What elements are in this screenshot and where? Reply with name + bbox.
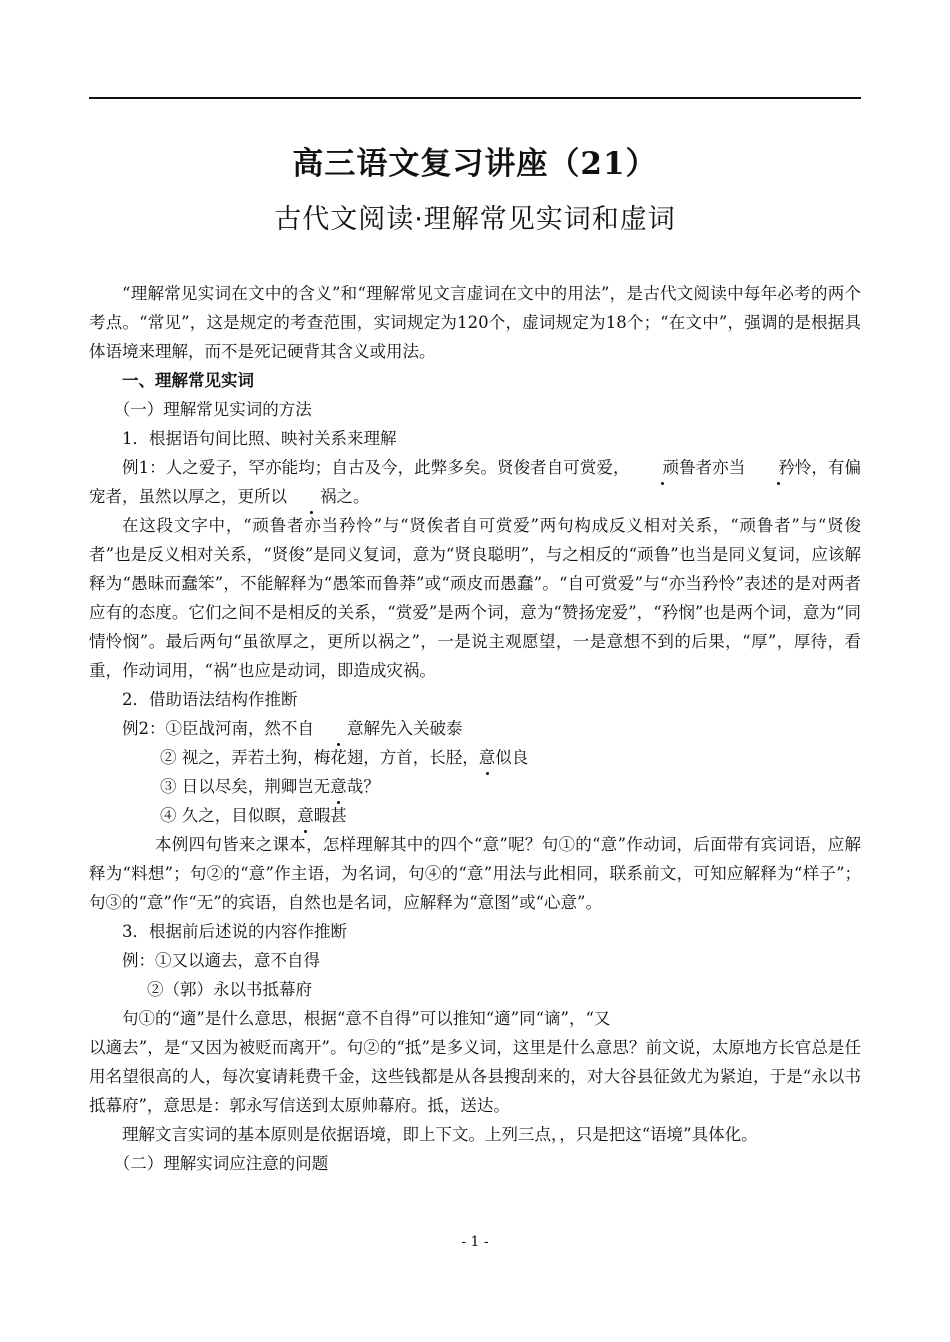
example-1-analysis: 在这段文字中，“顽鲁者亦当矜怜”与“贤俟者自可赏爱”两句构成反义相对关系，“顽鲁者”与“贤俊者”也是反义相对关系，“贤俊”是同义复词，意为“贤良聪明”，与之相反的“顽鲁”也当是同义复词，应该解释为“愚昧而蠢笨”，不能解释为“愚笨而鲁莽”或“顽皮而愚蠢”。“自可赏爱”与“亦当矜怜”表述的是对两者应有的态度。它们之间不是相反的关系，“赏爱”是两个词，意为“赞扬宠爱”，“矜悯”也是两个词，意为“同情怜悯”。最后两句“虽欲厚之，更所以祸之”，一是说主观愿望，一是意想不到的后果，“厚”，厚待，看重，作动词用，“祸”也应是动词，即造成灾祸。 <box>89 516 861 680</box>
example-3-line-2: ②（郭）永以书抵幕府 <box>147 980 312 999</box>
emphasis-dot-word: 意 <box>479 743 496 772</box>
example-3-analysis-line-1: 句①的“適”是什么意思，根据“意不自得”可以推知“適”同“谪”，“又 <box>122 1009 611 1028</box>
emphasis-dot-word: 意 <box>314 714 364 743</box>
example-3-analysis: 以適去”，是“又因为被贬而离开”。句②的“抵”是多义词，这里是什么意思？前文说，太原地方长官总是任用名望很高的人，每次宴请耗费千金，这些钱都是从各县搜刮来的，对大谷县征敛尤为紧迫，于是“永以书抵幕府”，意思是：郭永写信送到太原帅幕府。抵，送达。 <box>89 1038 861 1115</box>
emphasis-dot-word: 意 <box>330 772 347 801</box>
example-2-line-1: 例2：①臣战河南，然不自 意解先入关破泰 <box>89 714 861 743</box>
method-1-heading: 1．根据语句间比照、映衬关系来理解 <box>122 429 397 448</box>
header-rule <box>89 97 861 99</box>
method-3-heading: 3．根据前后述说的内容作推断 <box>122 922 347 941</box>
emphasis-dot-word: 顽鲁 <box>630 453 696 482</box>
page-title: 高三语文复习讲座（21） <box>292 146 658 182</box>
principle-paragraph: 理解文言实词的基本原则是依据语境，即上下文。上列三点，，只是把这“语境”具体化。 <box>122 1125 758 1144</box>
example-2-line-3: ③ 日以尽矣，荆卿岂无意哉？ <box>89 772 861 801</box>
subsection-heading-1: （一）理解常见实词的方法 <box>113 400 312 419</box>
example-2-line-2: ② 视之，弄若土狗，梅花翅，方首，长胫，意似良 <box>89 743 861 772</box>
page-number: - 1 - <box>461 1234 489 1250</box>
section-heading-1: 一、理解常见实词 <box>122 371 254 390</box>
example-2-line-4: ④ 久之，目似瞑，意暇甚 <box>89 801 861 830</box>
intro-paragraph: “理解常见实词在文中的含义”和“理解常见文言虚词在文中的用法”，是古代文阅读中每年必考的两个考点。“常见”，这是规定的考查范围，实词规定为120个，虚词规定为18个；“在文中”，强调的是根据具体语境来理解，而不是死记硬背其含义或用法。 <box>89 284 861 361</box>
subsection-heading-2: （二）理解实词应注意的问题 <box>113 1154 329 1173</box>
emphasis-dot-word: 意 <box>297 801 314 830</box>
emphasis-dot-word: 祸 <box>287 482 337 511</box>
example-2-analysis: 本例四句皆来之课本，怎样理解其中的四个“意”呢？句①的“意”作动词，后面带有宾词语，应解释为“料想”；句②的“意”作主语，为名词，句④的“意”用法与此相同，联系前文，可知应解释为“样子”；句③的“意”作“无”的宾语，自然也是名词，应解释为“意图”或“心意”。 <box>89 835 861 912</box>
example-1: 例1：人之爱子，罕亦能均；自古及今，此弊多矣。贤俊者自可赏爱， 顽鲁者亦当 矜怜，有偏宠者，虽然以厚之，更所以 祸之。 <box>89 453 861 511</box>
example-3-line-1: 例：①又以適去，意不自得 <box>122 951 320 970</box>
emphasis-dot-word: 矜怜 <box>745 453 811 482</box>
page-subtitle: 古代文阅读·理解常见实词和虚词 <box>274 204 676 235</box>
method-2-heading: 2．借助语法结构作推断 <box>122 690 298 709</box>
document-body <box>89 279 861 1178</box>
